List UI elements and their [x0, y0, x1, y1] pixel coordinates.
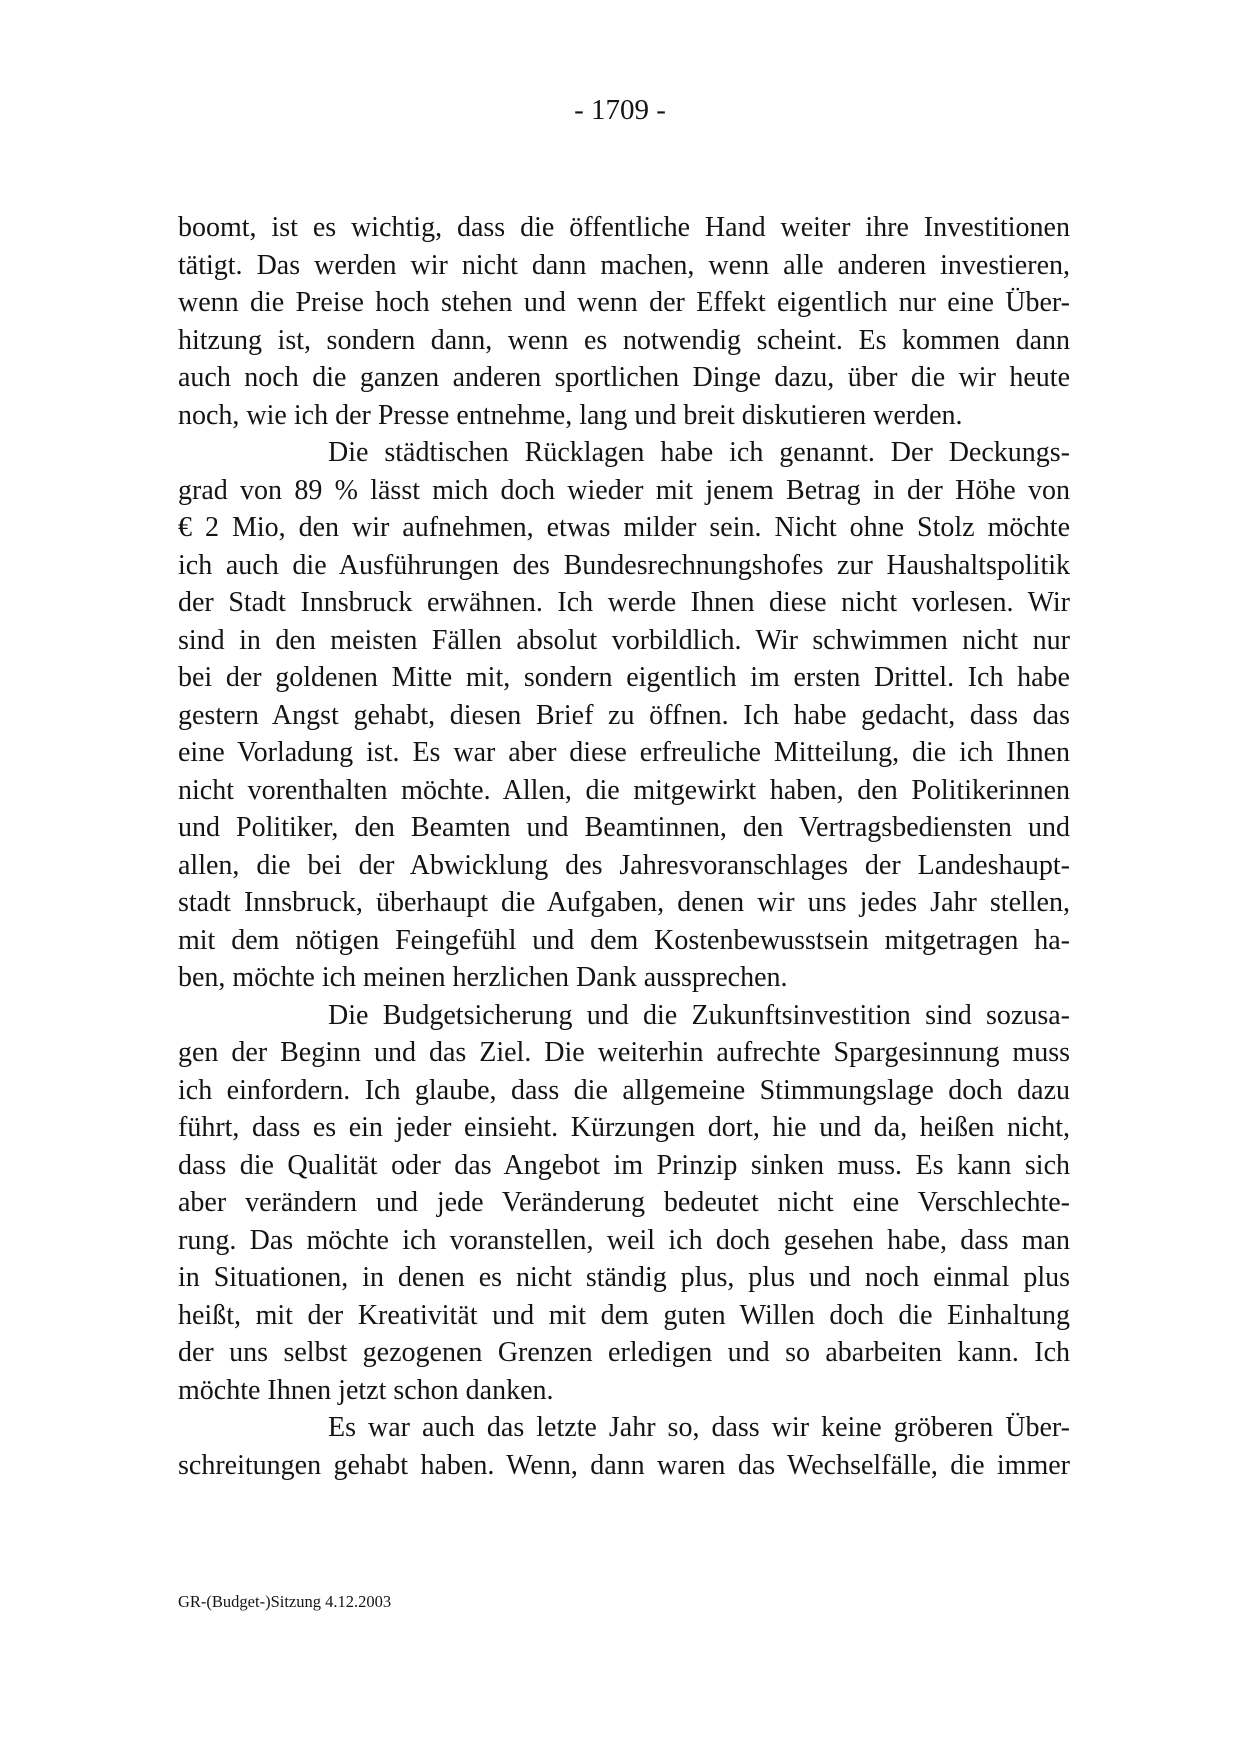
text-line: ben, möchte ich meinen herzlichen Dank aussprechen.: [178, 962, 788, 993]
text-line: hitzung ist, sondern dann, wenn es notwendig scheint. Es kommen dann: [178, 324, 1070, 356]
page-number: - 1709 -: [574, 94, 666, 126]
text-line: der Stadt Innsbruck erwähnen. Ich werde Ihnen diese nicht vorlesen. Wir: [178, 587, 1070, 618]
text-line: Es war auch das letzte Jahr so, dass wir keine gröberen Über-: [328, 1412, 1070, 1443]
text-line: nicht vorenthalten möchte. Allen, die mitgewirkt haben, den Politikerinnen: [178, 774, 1070, 806]
paragraph: [178, 434, 1070, 997]
text-line: grad von 89 % lässt mich doch wieder mit jenem Betrag in der Höhe von: [178, 474, 1070, 506]
text-line: und Politiker, den Beamten und Beamtinnen, den Vertragsbediensten und: [178, 812, 1070, 843]
text-line: ich einfordern. Ich glaube, dass die allgemeine Stimmungslage doch dazu: [178, 1074, 1070, 1106]
footer-session-label: GR-(Budget-)Sitzung 4.12.2003: [178, 1592, 392, 1611]
text-line: gestern Angst gehabt, diesen Brief zu öffnen. Ich habe gedacht, dass das: [178, 699, 1070, 731]
text-line: sind in den meisten Fällen absolut vorbildlich. Wir schwimmen nicht nur: [178, 624, 1070, 656]
body-text: [178, 209, 1070, 1484]
text-line: Die städtischen Rücklagen habe ich genannt. Der Deckungs-: [328, 437, 1070, 468]
text-line: der uns selbst gezogenen Grenzen erledigen und so abarbeiten kann. Ich: [178, 1337, 1070, 1368]
text-line: dass die Qualität oder das Angebot im Prinzip sinken muss. Es kann sich: [178, 1149, 1070, 1181]
text-line: heißt, mit der Kreativität und mit dem guten Willen doch die Einhaltung: [178, 1299, 1070, 1331]
text-line: € 2 Mio, den wir aufnehmen, etwas milder sein. Nicht ohne Stolz möchte: [178, 512, 1070, 543]
text-line: Die Budgetsicherung und die Zukunftsinvestition sind sozusa-: [328, 999, 1070, 1031]
text-line: mit dem nötigen Feingefühl und dem Kostenbewusstsein mitgetragen ha-: [178, 924, 1070, 956]
text-line: in Situationen, in denen es nicht ständig plus, plus und noch einmal plus: [178, 1262, 1070, 1293]
paragraph: [178, 1409, 1070, 1484]
text-line: eine Vorladung ist. Es war aber diese erfreuliche Mitteilung, die ich Ihnen: [178, 737, 1070, 768]
text-line: wenn die Preise hoch stehen und wenn der Effekt eigentlich nur eine Über-: [178, 287, 1070, 318]
text-line: bei der goldenen Mitte mit, sondern eigentlich im ersten Drittel. Ich habe: [178, 662, 1070, 693]
text-line: rung. Das möchte ich voranstellen, weil ich doch gesehen habe, dass man: [178, 1224, 1070, 1256]
text-line: stadt Innsbruck, überhaupt die Aufgaben, denen wir uns jedes Jahr stellen,: [178, 887, 1070, 918]
paragraph: [178, 209, 1070, 434]
text-line: gen der Beginn und das Ziel. Die weiterhin aufrechte Spargesinnung muss: [178, 1037, 1070, 1068]
text-line: möchte Ihnen jetzt schon danken.: [178, 1374, 554, 1406]
text-line: noch, wie ich der Presse entnehme, lang und breit diskutieren werden.: [178, 399, 963, 431]
text-line: führt, dass es ein jeder einsieht. Kürzungen dort, hie und da, heißen nicht,: [178, 1112, 1070, 1143]
text-line: ich auch die Ausführungen des Bundesrechnungshofes zur Haushaltspolitik: [178, 549, 1070, 581]
text-line: allen, die bei der Abwicklung des Jahresvoranschlages der Landeshaupt-: [178, 849, 1070, 881]
text-line: tätigt. Das werden wir nicht dann machen, wenn alle anderen investieren,: [178, 249, 1070, 281]
text-line: boomt, ist es wichtig, dass die öffentliche Hand weiter ihre Investitionen: [178, 212, 1070, 243]
text-line: auch noch die ganzen anderen sportlichen Dinge dazu, über die wir heute: [178, 362, 1070, 393]
text-line: aber verändern und jede Veränderung bedeutet nicht eine Verschlechte-: [178, 1187, 1070, 1218]
text-line: schreitungen gehabt haben. Wenn, dann waren das Wechselfälle, die immer: [178, 1449, 1070, 1481]
paragraph: [178, 997, 1070, 1410]
